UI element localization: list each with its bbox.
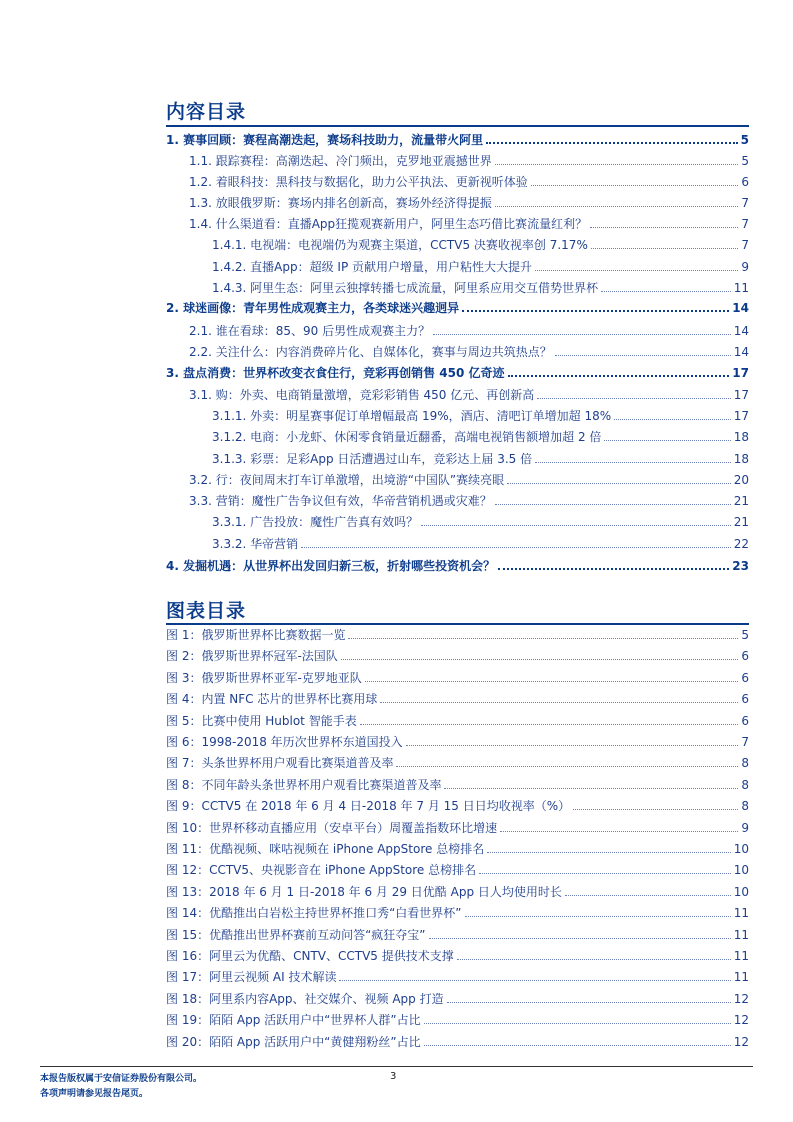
- dot-leader: [555, 355, 731, 356]
- toc-entry-page: 5: [740, 133, 749, 147]
- figure-entry-page: 8: [741, 756, 749, 771]
- footer-rule: [40, 1066, 753, 1067]
- dot-leader: [424, 1023, 731, 1024]
- toc-entry-label: 2. 球迷画像：青年男性成观赛主力，各类球迷兴趣迥异: [166, 301, 460, 315]
- toc-entry-label: 4. 发掘机遇：从世界杯出发回归新三板，折射哪些投资机会？: [166, 559, 496, 573]
- figure-entry-page: 11: [733, 949, 749, 963]
- dot-leader: [339, 980, 730, 981]
- toc-entry[interactable]: [189, 193, 749, 213]
- figure-entry-label: 图 15：优酷推出世界杯赛前互动问答“疯狂夺宝”: [166, 927, 426, 942]
- toc-entry[interactable]: [189, 151, 749, 171]
- figure-entry[interactable]: [166, 689, 749, 709]
- toc-entry-page: 17: [732, 366, 749, 380]
- toc-entry-label: 3. 盘点消费：世界杯改变衣食住行，竞彩再创销售 450 亿奇迹: [166, 366, 505, 380]
- toc-entry-label: 3.1.2. 电商：小龙虾、休闲零食销量近翻番，高端电视销售额增加超 2 倍: [212, 430, 602, 444]
- toc-entry-page: 7: [741, 196, 749, 210]
- toc-entry-label: 1.4.2. 直播App：超级 IP 贡献用户增量，用户粘性大大提升: [212, 260, 533, 274]
- toc-entry-label: 3.1.3. 彩票：足彩App 日活遭遇过山车，竞彩达上届 3.5 倍: [212, 452, 533, 466]
- toc-entry-label: 3.3.2. 华帝营销: [212, 537, 299, 551]
- footer-copyright: 本报告版权属于安信证券股份有限公司。: [40, 1074, 203, 1084]
- dot-leader: [565, 895, 731, 896]
- figure-entry-label: 图 7：头条世界杯用户观看比赛渠道普及率: [166, 756, 394, 771]
- figure-entry[interactable]: [166, 818, 749, 838]
- toc-entry-page: 6: [741, 175, 749, 189]
- dot-leader: [406, 745, 739, 746]
- figure-entry-page: 12: [733, 1013, 749, 1028]
- toc-entry-page: 9: [741, 260, 749, 274]
- toc-entry[interactable]: [212, 512, 749, 532]
- figure-entry[interactable]: [166, 1010, 749, 1030]
- dot-leader: [537, 398, 730, 399]
- figure-entry-page: 8: [741, 799, 749, 814]
- figure-entry-page: 11: [733, 906, 749, 921]
- figure-entry-page: 11: [733, 927, 749, 942]
- figure-entry-label: 图 5：比赛中使用 Hublot 智能手表: [166, 713, 357, 728]
- dot-leader: [486, 142, 738, 144]
- toc-entry[interactable]: [189, 342, 749, 362]
- toc-entry-label: 1.4.3. 阿里生态：阿里云独撑转播七成流量，阿里系应用交互借势世界杯: [212, 281, 599, 295]
- toc-entry-label: 3.1. 购：外卖、电商销量激增，竞彩彩销售 450 亿元、再创新高: [189, 388, 535, 402]
- page-number: 3: [390, 1071, 397, 1082]
- toc-entry-label: 1.1. 跟踪赛程：高潮迭起、冷门频出，克罗地亚震撼世界: [189, 154, 492, 168]
- figure-entry[interactable]: [166, 967, 749, 987]
- figure-entry-page: 10: [733, 842, 749, 856]
- dot-leader: [507, 483, 731, 484]
- dot-leader: [465, 916, 731, 917]
- dot-leader: [604, 440, 730, 441]
- figure-entry-label: 图 19：陌陌 App 活跃用户中“世界杯人群”占比: [166, 1013, 421, 1028]
- toc-entry-label: 1. 赛事回顾：赛程高潮迭起，赛场科技助力，流量带火阿里: [166, 133, 484, 147]
- toc-entry[interactable]: [212, 406, 749, 426]
- figure-entry-page: 12: [733, 1034, 749, 1049]
- figure-entry[interactable]: [166, 711, 749, 731]
- figure-entry-page: 7: [741, 735, 749, 749]
- toc-entry-page: 5: [741, 154, 749, 168]
- figure-entry[interactable]: [166, 668, 749, 688]
- figure-entry-label: 图 17：阿里云视频 AI 技术解读: [166, 970, 337, 985]
- figure-entry-label: 图 20：陌陌 App 活跃用户中“黄健翔粉丝”占比: [166, 1034, 421, 1049]
- toc-entry-page: 7: [741, 238, 749, 252]
- dot-leader: [433, 334, 731, 335]
- toc-entry-page: 11: [733, 281, 749, 295]
- toc-entry-page: 14: [733, 324, 749, 338]
- dot-leader: [429, 938, 731, 939]
- toc-entry[interactable]: [189, 214, 749, 234]
- toc-entry-page: 21: [733, 515, 749, 529]
- figure-list-title: 图表目录: [166, 600, 247, 622]
- toc-entry-page: 17: [733, 388, 749, 402]
- figure-entry-page: 10: [733, 884, 749, 899]
- figure-entry[interactable]: [166, 732, 749, 752]
- toc-entry[interactable]: [166, 130, 749, 150]
- dot-leader: [479, 873, 731, 874]
- dot-leader: [457, 959, 731, 960]
- toc-entry-page: 18: [733, 430, 749, 444]
- figure-entry-label: 图 8：不同年龄头条世界杯用户观看比赛渠道普及率: [166, 777, 442, 792]
- toc-entry-label: 1.4.1. 电视端：电视端仍为观赛主渠道，CCTV5 决赛收视率创 7.17%: [212, 238, 588, 252]
- figure-entry-label: 图 16：阿里云为优酷、CNTV、CCTV5 提供技术支撑: [166, 949, 454, 963]
- dot-leader: [500, 831, 738, 832]
- dot-leader: [444, 788, 738, 789]
- figure-entry-page: 6: [741, 670, 749, 685]
- toc-entry[interactable]: [212, 257, 749, 277]
- toc-entry[interactable]: [189, 321, 749, 341]
- toc-entry-page: 21: [733, 494, 749, 508]
- toc-entry-page: 22: [733, 537, 749, 551]
- toc-entry[interactable]: [166, 363, 749, 383]
- footer-disclaimer: 各项声明请参见报告尾页。: [40, 1089, 149, 1099]
- figure-entry-label: 图 2：俄罗斯世界杯冠军-法国队: [166, 649, 338, 664]
- toc-entry-page: 23: [732, 559, 749, 573]
- dot-leader: [573, 809, 738, 810]
- toc-entry-page: 14: [733, 345, 749, 359]
- figure-entry[interactable]: [166, 753, 749, 773]
- toc-entry[interactable]: [212, 278, 749, 298]
- dot-leader: [341, 659, 739, 660]
- figure-entry-label: 图 4：内置 NFC 芯片的世界杯比赛用球: [166, 692, 378, 707]
- figure-entry-label: 图 11：优酷视频、咪咕视频在 iPhone AppStore 总榜排名: [166, 842, 485, 856]
- toc-entry-label: 1.4. 什么渠道看：直播App狂揽观赛新用户，阿里生态巧借比赛流量红利？: [189, 217, 588, 231]
- toc-entry[interactable]: [212, 235, 749, 255]
- dot-leader: [348, 638, 738, 639]
- figure-entry[interactable]: [166, 925, 749, 945]
- figure-entry[interactable]: [166, 882, 749, 902]
- figure-entry-page: 6: [741, 692, 749, 707]
- figure-entry[interactable]: [166, 646, 749, 666]
- dot-leader: [535, 462, 731, 463]
- dot-leader: [380, 702, 738, 703]
- toc-entry[interactable]: [189, 385, 749, 405]
- dot-leader: [301, 547, 731, 548]
- dot-leader: [495, 504, 731, 505]
- figure-entry-label: 图 14：优酷推出白岩松主持世界杯推口秀“白看世界杯”: [166, 906, 462, 921]
- figure-entry[interactable]: [166, 775, 749, 795]
- dot-leader: [601, 291, 731, 292]
- toc-entry[interactable]: [212, 427, 749, 447]
- toc-title: 内容目录: [166, 101, 247, 123]
- figure-entry-label: 图 10：世界杯移动直播应用（安卓平台）周覆盖指数环比增速: [166, 820, 498, 835]
- toc-entry-label: 2.1. 谁在看球：85、90 后男性成观赛主力？: [189, 324, 431, 338]
- toc-entry[interactable]: [189, 491, 749, 511]
- toc-entry-label: 1.2. 着眼科技：黑科技与数据化，助力公平执法、更新视听体验: [189, 175, 528, 189]
- toc-entry-page: 17: [733, 409, 749, 423]
- toc-entry-page: 7: [741, 217, 749, 231]
- figure-entry-page: 6: [741, 649, 749, 664]
- toc-entry[interactable]: [189, 470, 749, 490]
- figure-entry-label: 图 9：CCTV5 在 2018 年 6 月 4 日-2018 年 7 月 15 日日均收视率（%）: [166, 799, 571, 814]
- toc-entry[interactable]: [166, 298, 749, 318]
- figure-entry-page: 8: [741, 777, 749, 792]
- dot-leader: [365, 681, 739, 682]
- dot-leader: [614, 419, 731, 420]
- figure-entry[interactable]: [166, 860, 749, 880]
- dot-leader: [531, 185, 739, 186]
- figure-entry-page: 5: [741, 628, 749, 642]
- dot-leader: [421, 525, 731, 526]
- figure-entry-page: 11: [733, 970, 749, 985]
- toc-entry-label: 3.3.1. 广告投放：魔性广告真有效吗？: [212, 515, 419, 529]
- figure-entry-page: 9: [741, 820, 749, 835]
- figure-entry[interactable]: [166, 946, 749, 966]
- dot-leader: [487, 852, 731, 853]
- toc-entry[interactable]: [212, 449, 749, 469]
- dot-leader: [495, 206, 739, 207]
- figure-entry-page: 12: [733, 991, 749, 1006]
- figure-entry-label: 图 6：1998-2018 年历次世界杯东道国投入: [166, 735, 403, 749]
- figure-entry-label: 图 3：俄罗斯世界杯亚军-克罗地亚队: [166, 670, 362, 685]
- toc-entry[interactable]: [189, 172, 749, 192]
- figure-entry-page: 6: [741, 713, 749, 728]
- figure-entry-label: 图 13：2018 年 6 月 1 日-2018 年 6 月 29 日优酷 App 日人均使用时长: [166, 884, 562, 899]
- dot-leader: [535, 270, 738, 271]
- figure-entry-label: 图 1：俄罗斯世界杯比赛数据一览: [166, 628, 346, 642]
- toc-entry-page: 14: [732, 301, 749, 315]
- toc-entry-page: 18: [733, 452, 749, 466]
- toc-entry[interactable]: [166, 556, 749, 576]
- toc-entry-label: 3.3. 营销：魔性广告争议但有效，华帝营销机遇或灾难？: [189, 494, 492, 508]
- dot-leader: [360, 724, 739, 725]
- dot-leader: [424, 1045, 731, 1046]
- figure-entry-page: 10: [733, 863, 749, 878]
- figure-entry[interactable]: [166, 839, 749, 859]
- dot-leader: [447, 1002, 731, 1003]
- toc-entry-label: 3.1.1. 外卖：明星赛事促订单增幅最高 19%，酒店、清吧订单增加超 18%: [212, 409, 612, 423]
- dot-leader: [495, 164, 739, 165]
- toc-entry-label: 3.2. 行：夜间周末打车订单激增，出境游“中国队”赛续亮眼: [189, 473, 505, 487]
- dot-leader: [462, 310, 729, 312]
- toc-entry-label: 2.2. 关注什么：内容消费碎片化、自媒体化，赛事与周边共筑热点？: [189, 345, 552, 359]
- dot-leader: [591, 248, 739, 249]
- toc-entry-label: 1.3. 放眼俄罗斯：赛场内排名创新高，赛场外经济得提振: [189, 196, 492, 210]
- figure-entry[interactable]: [166, 625, 749, 645]
- toc-entry-page: 20: [733, 473, 749, 487]
- figure-entry[interactable]: [166, 796, 749, 816]
- dot-leader: [508, 375, 730, 377]
- dot-leader: [590, 227, 738, 228]
- dot-leader: [498, 568, 729, 570]
- figure-entry-label: 图 12：CCTV5、央视影音在 iPhone AppStore 总榜排名: [166, 863, 477, 878]
- dot-leader: [396, 766, 738, 767]
- figure-entry[interactable]: [166, 903, 749, 923]
- figure-entry[interactable]: [166, 989, 749, 1009]
- figure-entry-label: 图 18：阿里系内容App、社交媒介、视频 App 打造: [166, 991, 444, 1006]
- figure-entry[interactable]: [166, 1032, 749, 1052]
- toc-title-rule: [166, 125, 749, 127]
- toc-entry[interactable]: [212, 534, 749, 554]
